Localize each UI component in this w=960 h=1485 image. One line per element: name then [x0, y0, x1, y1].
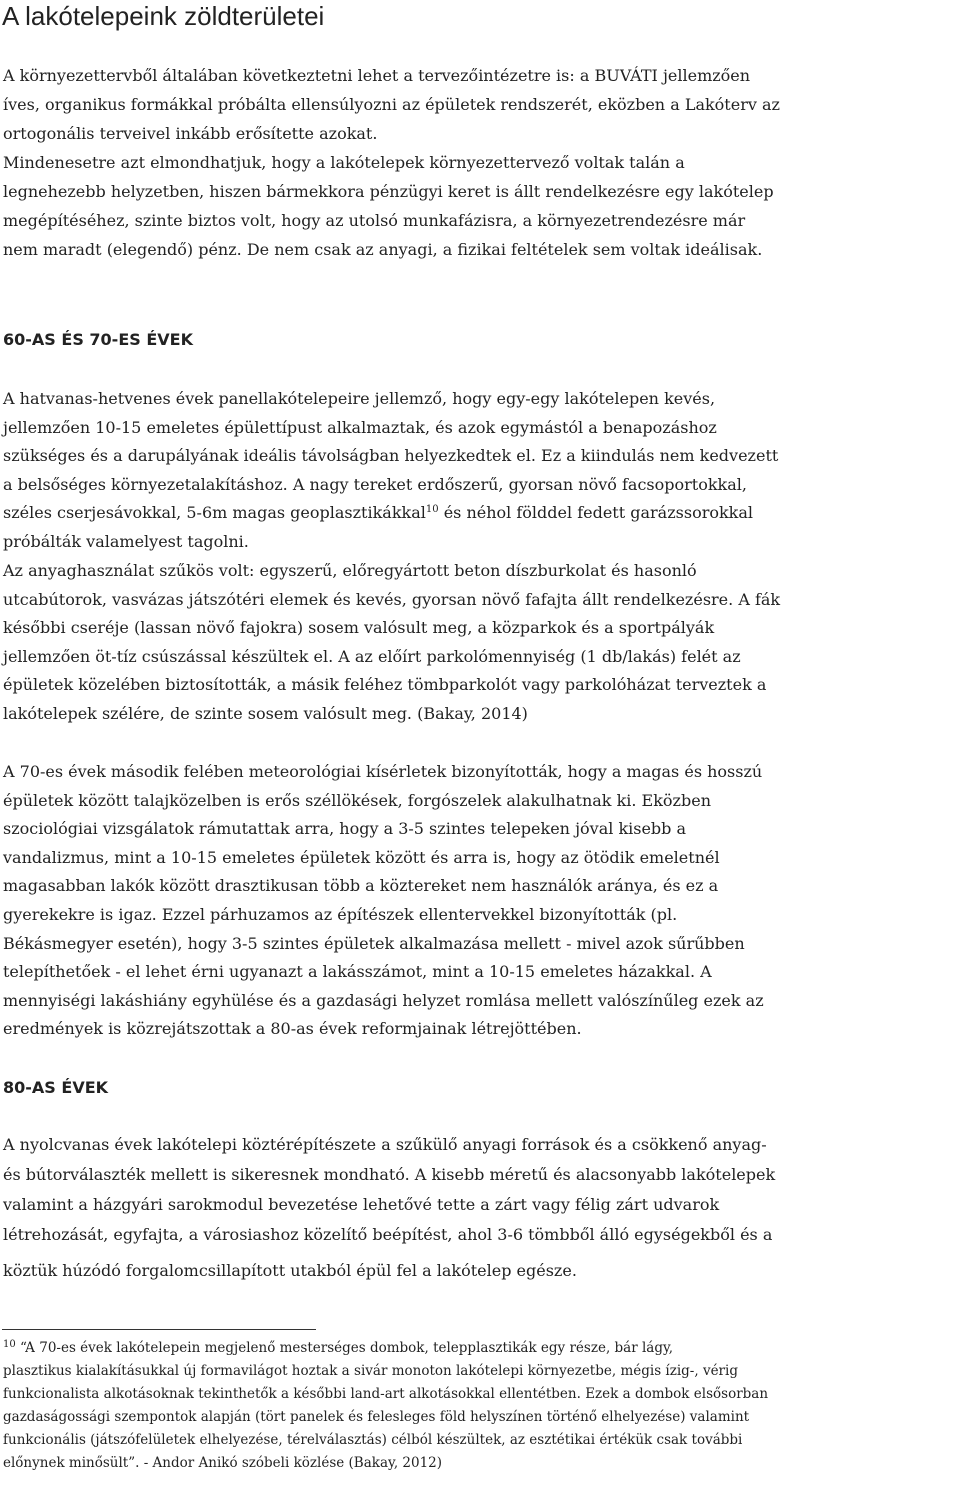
text-line: nem maradt (elegendő) pénz. De nem csak az anyagi, a fizikai feltételek sem voltak ideálisak. [3, 240, 763, 259]
footnote-line: gazdaságossági szempontok alapján (tört panelek és felesleges föld helyszínen történő elhelyezése) valamint [3, 1409, 750, 1426]
section-heading-60s-70s: 60-AS ÉS 70-ES ÉVEK [3, 330, 193, 349]
section2-paragraph-1 [3, 1130, 775, 1291]
text-fragment: széles cserjesávokkal, 5-6m magas geoplasztikákkal [3, 503, 426, 523]
text-line: a belsőséges környezetalakításhoz. A nagy tereket erdőszerű, gyorsan növő facsoportokkal, [3, 474, 747, 494]
text-line: utcabútorok, vasvázas játszótéri elemek és kevés, gyorsan növő fafajta állt rendelkezésre. A fák [3, 589, 781, 609]
text-line: legnehezebb helyzetben, hiszen bármekkora pénzügyi keret is állt rendelkezésre egy lakótelep [3, 182, 774, 201]
text-line: eredmények is közrejátszottak a 80-as évek reformjainak létrejöttében. [3, 1019, 582, 1039]
text-line: köztük húzódó forgalomcsillapított utakból épül fel a lakótelep egésze. [3, 1261, 577, 1280]
text-line: későbbi cseréje (lassan növő fajokra) sosem valósult meg, a közparkok és a sportpályák [3, 618, 715, 638]
text-line: szükséges és a darupályának ideális távolságban helyezkedtek el. Ez a kiindulás nem kedvezett [3, 446, 779, 466]
footnote [3, 1337, 768, 1476]
text-line: A nyolcvanas évek lakótelepi köztérépítészete a szűkülő anyagi források és a csökkenő anyag- [3, 1135, 767, 1154]
footnote-first-line [3, 1337, 768, 1360]
text-line: Mindenesetre azt elmondhatjuk, hogy a lakótelepek környezettervező voltak talán a [3, 153, 685, 172]
page-title: A lakótelepeink zöldterületei [2, 1, 325, 31]
text-line: Békásmegyer esetén), hogy 3-5 szintes épületek alkalmazása mellett - mivel azok sűrűbben [3, 933, 745, 953]
text-line-with-footnote [3, 499, 778, 528]
footnote-reference[interactable]: 10 [425, 504, 439, 516]
text-line: ortogonális terveivel inkább erősítette azokat. [3, 124, 378, 143]
text-line: íves, organikus formákkal próbálta ellensúlyozni az épületek rendszerét, eközben a Lakóterv az [3, 95, 780, 114]
text-line: gyerekekre is igaz. Ezzel párhuzamos az építészek ellentervekkel bizonyították (pl. [3, 904, 678, 924]
text-line: szociológiai vizsgálatok rámutattak arra, hogy a 3-5 szintes telepeken jóval kisebb a [3, 819, 687, 839]
footnote-line: funkcionalista alkotásoknak tekinthetők a későbbi land-art alkotásokkal ellentétben. Ezek a dombok elsősorban [3, 1386, 769, 1403]
text-line: A 70-es évek második felében meteorológiai kísérletek bizonyították, hogy a magas és hosszú [3, 762, 763, 781]
footnote-number: 10 [3, 1339, 16, 1350]
footnote-separator [2, 1329, 316, 1330]
text-line: lakótelepek szélére, de szinte sosem valósult meg. (Bakay, 2014) [3, 703, 528, 723]
text-line: próbálták valamelyest tagolni. [3, 531, 249, 551]
footnote-line: előnynek minősült”. - Andor Anikó szóbeli közlése (Bakay, 2012) [3, 1455, 443, 1472]
text-line: mennyiségi lakáshiány egyhülése és a gazdasági helyzet romlása mellett valószínűleg ezek az [3, 990, 764, 1010]
text-line: jellemzően öt-tíz csúszással készültek el. A az előírt parkolómennyiség (1 db/lakás) felét az [3, 646, 741, 666]
text-line: valamint a házgyári sarokmodul bevezetése lehetővé tette a zárt vagy félig zárt udvarok [3, 1195, 720, 1214]
section1-paragraph-3 [3, 758, 764, 1044]
text-fragment: és néhol földdel fedett garázssorokkal [438, 503, 754, 523]
text-line: megépítéséhez, szinte biztos volt, hogy az utolsó munkafázisra, a környezetrendezésre már [3, 211, 746, 230]
footnote-line: plasztikus kialakításukkal új formavilágot hoztak a sivár monoton lakótelepi környezetbe, mégis ízig-, vérig [3, 1363, 738, 1380]
text-line: magasabban lakók között drasztikusan több a köztereket nem használók aránya, és ez a [3, 876, 719, 896]
text-line: épületek közelében biztosították, a másik feléhez tömbparkolót vagy parkolóházat terveztek a [3, 675, 767, 695]
text-fragment: “A 70-es évek lakótelepein megjelenő mesterséges dombok, telepplasztikák egy része, bár lágy, [15, 1340, 674, 1356]
intro-paragraph [3, 61, 780, 264]
text-line: telepíthetőek - el lehet érni ugyanazt a lakásszámot, mint a 10-15 emeletes házakkal. A [3, 962, 712, 982]
text-line: A környezettervből általában következtetni lehet a tervezőintézetre is: a BUVÁTI jellemzően [3, 66, 751, 85]
text-line: és bútorválaszték mellett is sikeresnek mondható. A kisebb méretű és alacsonyabb lakótelepek [3, 1165, 776, 1184]
text-line: Az anyaghasználat szűkös volt: egyszerű, előregyártott beton díszburkolat és hasonló [3, 561, 697, 580]
section-heading-80s: 80-AS ÉVEK [3, 1078, 109, 1097]
text-line: épületek között talajközelben is erős széllökések, forgószelek alakulhatnak ki. Eközben [3, 790, 711, 810]
text-line: A hatvanas-hetvenes évek panellakótelepeire jellemző, hogy egy-egy lakótelepen kevés, [3, 389, 716, 408]
footnote-line: funkcionális (játszófelületek elhelyezése, térelválasztás) célból készültek, az esztétikai értékük csak további [3, 1432, 743, 1449]
section1-paragraph-2 [3, 557, 780, 729]
text-line: létrehozását, egyfajta, a városiashoz közelítő beépítést, ahol 3-6 tömbből álló egységekből és a [3, 1225, 773, 1244]
text-line: jellemzően 10-15 emeletes épülettípust alkalmaztak, és azok egymástól a benapozáshoz [3, 417, 717, 437]
section1-paragraph-1 [3, 385, 778, 557]
text-line: vandalizmus, mint a 10-15 emeletes épületek között és arra is, hogy az ötödik emeletnél [3, 847, 720, 867]
